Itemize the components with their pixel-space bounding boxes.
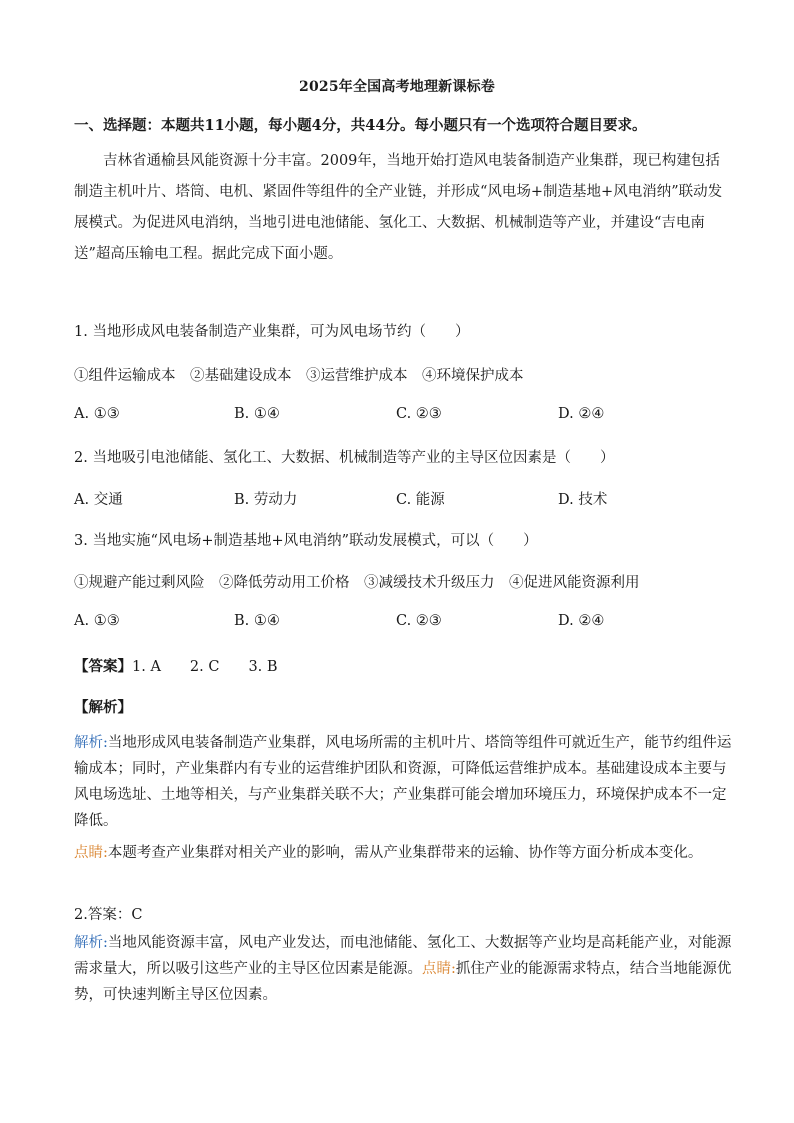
analysis-label: 【解析】	[74, 699, 132, 716]
option-c[interactable]: C. ②③	[396, 406, 442, 422]
question-2-stem: 2. 当地吸引电池储能、氢化工、大数据、机械制造等产业的主导区位因素是（ ）	[74, 450, 615, 466]
option-b[interactable]: B. 劳动力	[234, 492, 298, 508]
tip-1-text: 本题考查产业集群对相关产业的影响，需从产业集群带来的运输、协作等方面分析成本变化。	[107, 845, 703, 861]
option-a[interactable]: A. 交通	[74, 492, 123, 508]
explanation-1-label: 解析:	[74, 735, 108, 751]
option-c[interactable]: C. ②③	[396, 613, 442, 629]
explanation-1-text: 当地形成风电装备制造产业集群，风电场所需的主机叶片、塔筒等组件可就近生产，能节约组件运输成本；同时，产业集群内有专业的运营维护团队和资源，可降低运营维护成本。基础建设成本主要与风电场选址、土地等相关，与产业集群关联不大；产业集群可能会增加环境压力，环境保护成本不一定降低。	[74, 735, 732, 829]
tip-2-label: 点睛:	[422, 961, 456, 977]
explanation-2	[74, 930, 734, 1008]
tip-1	[74, 840, 734, 866]
explanation-2-label: 解析:	[74, 935, 108, 951]
option-a[interactable]: A. ①③	[74, 613, 120, 629]
answer-line	[74, 655, 278, 676]
option-d[interactable]: D. ②④	[558, 613, 605, 629]
explanation-2-text: 当地风能资源丰富，风电产业发达，而电池储能、氢化工、大数据等产业均是高耗能产业，对能源需求量大，所以吸引这些产业的主导区位因素是能源。	[74, 935, 732, 977]
option-b[interactable]: B. ①④	[234, 613, 280, 629]
material-text: 吉林省通榆县风能资源十分丰富。2009年，当地开始打造风电装备制造产业集群，现已构建包括制造主机叶片、塔筒、电机、紧固件等组件的全产业链，并形成“风电场+制造基地+风电消纳”联动发展模式。为促进风电消纳，当地引进电池储能、氢化工、大数据、机械制造等产业，并建设“吉电南送”超高压输电工程。据此完成下面小题。	[74, 153, 723, 262]
answer-text: 1. A 2. C 3. B	[132, 659, 278, 675]
material-paragraph	[74, 146, 724, 270]
option-d[interactable]: D. ②④	[558, 406, 605, 422]
explanation-1	[74, 730, 734, 834]
answer-label: 【答案】	[74, 658, 132, 675]
tip-2-text: 抓住产业的能源需求特点，结合当地能源优势，可快速判断主导区位因素。	[74, 961, 732, 1003]
analysis-heading	[74, 696, 132, 717]
option-a[interactable]: A. ①③	[74, 406, 120, 422]
option-b[interactable]: B. ①④	[234, 406, 280, 422]
question-1-stem: 1. 当地形成风电装备制造产业集群，可为风电场节约（ ）	[74, 324, 470, 340]
question-3-stem: 3. 当地实施“风电场+制造基地+风电消纳”联动发展模式，可以（ ）	[74, 533, 538, 549]
section-heading: 一、选择题：本题共11小题，每小题4分，共44分。每小题只有一个选项符合题目要求。	[74, 117, 647, 134]
option-c[interactable]: C. 能源	[396, 492, 445, 508]
question-3-items: ①规避产能过剩风险 ②降低劳动用工价格 ③减缓技术升级压力 ④促进风能资源利用	[74, 575, 640, 591]
tip-1-label: 点睛:	[74, 845, 108, 861]
answer-2-line: 2.答案：C	[74, 907, 143, 923]
question-1-items: ①组件运输成本 ②基础建设成本 ③运营维护成本 ④环境保护成本	[74, 368, 524, 384]
option-d[interactable]: D. 技术	[558, 492, 608, 508]
page-title: 2025年全国高考地理新课标卷	[299, 79, 495, 95]
